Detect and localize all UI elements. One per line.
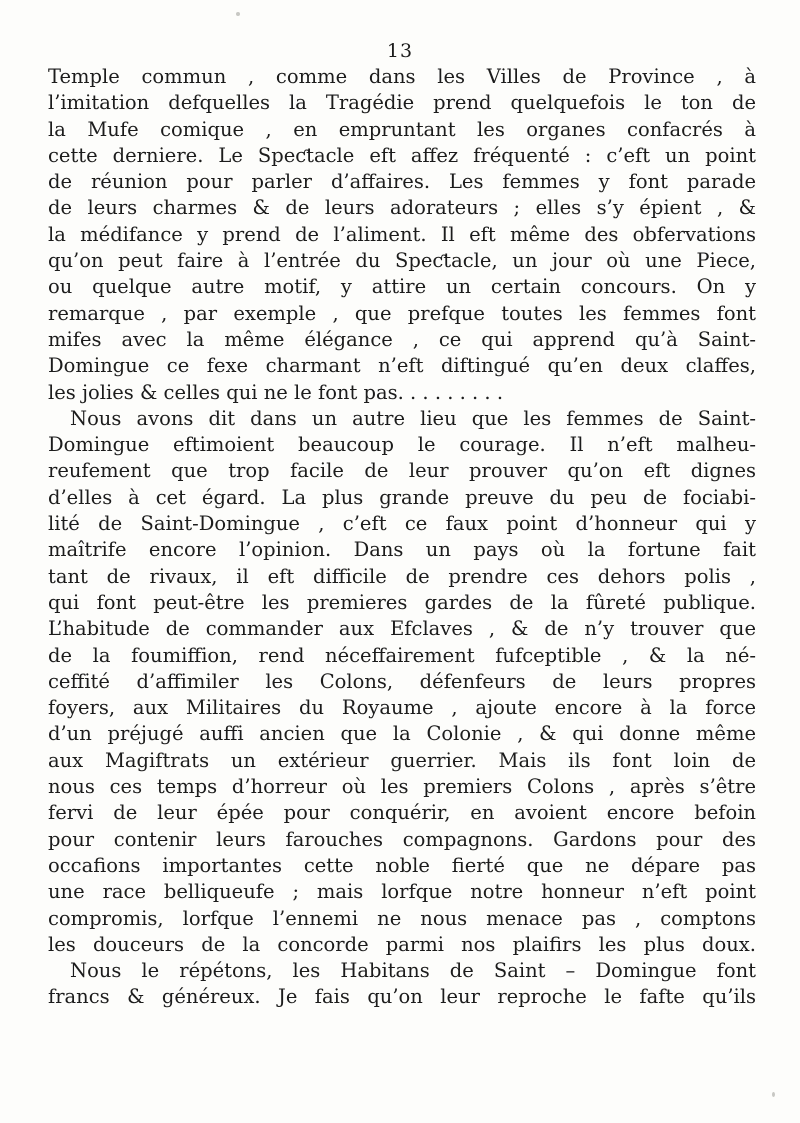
text-line: les douceurs de la concorde parmi nos plaifirs les plus doux. xyxy=(48,932,756,956)
text-line: la médifance y prend de l’aliment. Il eft même des obfervations xyxy=(48,222,756,246)
text-line: les jolies & celles qui ne le font pas. . . . . . . . . xyxy=(48,380,504,404)
text-line: francs & généreux. Je fais qu’on leur reproche le fafte qu’ils xyxy=(48,985,756,1009)
text-line: cette derniere. Le Speƈtacle eft affez fréquenté : c’eft un point xyxy=(48,143,756,167)
text-line: maîtrife encore l’opinion. Dans un pays où la fortune fait xyxy=(48,538,756,562)
text-line: de réunion pour parler d’affaires. Les femmes y font parade xyxy=(48,170,756,194)
text-line: d’elles à cet égard. La plus grande preuve du peu de fociabi- xyxy=(48,485,756,509)
text-line: remarque , par exemple , que prefque toutes les femmes font xyxy=(48,301,756,325)
page-number: 13 xyxy=(386,40,414,62)
text-line: aux Magiftrats un extérieur guerrier. Mais ils font loin de xyxy=(48,748,756,772)
text-line: compromis, lorfque l’ennemi ne nous menace pas , comptons xyxy=(48,906,756,930)
text-line: Nous avons dit dans un autre lieu que les femmes de Saint- xyxy=(70,406,756,430)
text-line: mifes avec la même élégance , ce qui apprend qu’à Saint- xyxy=(48,327,756,351)
ink-speck xyxy=(772,1092,775,1097)
text-line: Nous le répétons, les Habitans de Saint – Domingue font xyxy=(70,959,756,983)
text-line: fervi de leur épée pour conquérir, en avoient encore befoin xyxy=(48,801,756,825)
text-line: Domingue eftimoient beaucoup le courage. Il n’eft malheu- xyxy=(48,433,756,457)
text-line: ou quelque autre motif, y attire un certain concours. On y xyxy=(48,275,756,299)
text-line: Temple commun , comme dans les Villes de Province , à xyxy=(48,65,756,88)
text-line: qui font peut-être les premieres gardes de la fûreté publique. xyxy=(48,590,756,614)
text-line: lité de Saint-Domingue , c’eft ce faux point d’honneur qui y xyxy=(48,512,756,536)
text-line: foyers, aux Militaires du Royaume , ajoute encore à la force xyxy=(48,696,756,720)
text-line: une race belliqueufe ; mais lorfque notre honneur n’eft point xyxy=(48,880,756,904)
text-line: de leurs charmes & de leurs adorateurs ; elles s’y épient , & xyxy=(48,196,756,220)
text-line: la Mufe comique , en empruntant les organes confacrés à xyxy=(48,117,756,141)
ink-speck xyxy=(236,12,240,16)
text-line: occafions importantes cette noble fierté que ne dépare pas xyxy=(48,853,756,877)
text-line: d’un préjugé auffi ancien que la Colonie , & qui donne même xyxy=(48,722,756,746)
text-line: reufement que trop facile de leur prouver qu’on eft dignes xyxy=(48,459,756,483)
text-line: de la foumiffion, rend néceffairement fufceptible , & la né- xyxy=(48,643,756,667)
text-line: tant de rivaux, il eft difficile de prendre ces dehors polis , xyxy=(48,564,756,588)
text-line: L’habitude de commander aux Efclaves , & de n’y trouver que xyxy=(48,617,756,641)
text-line: qu’on peut faire à l’entrée du Speƈtacle, un jour où une Piece, xyxy=(48,249,756,273)
text-line: Domingue ce fexe charmant n’eft diftingué qu’en deux claffes, xyxy=(48,354,756,378)
text-line: l’imitation defquelles la Tragédie prend quelquefois le ton de xyxy=(48,91,756,115)
body-text xyxy=(48,64,756,1011)
text-line: nous ces temps d’horreur où les premiers Colons , après s’être xyxy=(48,775,756,799)
text-line: ceffité d’affimiler les Colons, défenfeurs de leurs propres xyxy=(48,669,756,693)
text-line: pour contenir leurs farouches compagnons. Gardons pour des xyxy=(48,827,756,851)
